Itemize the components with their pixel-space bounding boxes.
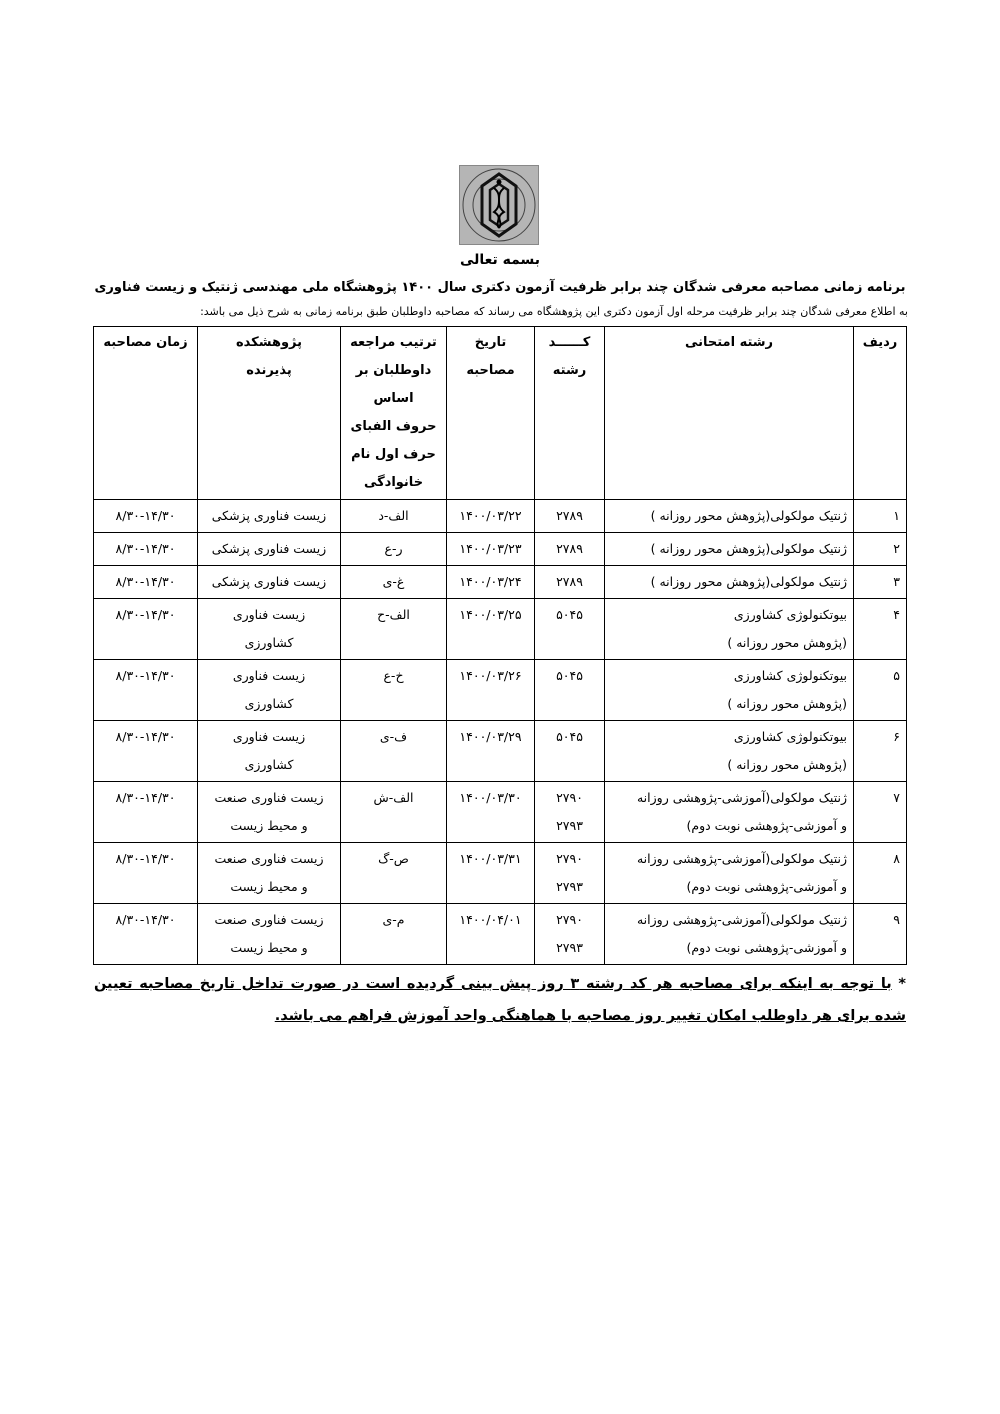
cell-date: ۱۴۰۰/۰۳/۳۰ (447, 782, 535, 843)
cell-row-no: ۹ (854, 904, 907, 965)
cell-code: ۲۷۹۰ ۲۷۹۳ (535, 782, 605, 843)
bismillah-heading: بسمه تعالی (459, 252, 541, 268)
cell-field: ژنتیک مولکولی(پژوهش محور روزانه ) (605, 500, 854, 533)
cell-row-no: ۸ (854, 843, 907, 904)
cell-institute: زیست فناوری کشاورزی (198, 660, 341, 721)
header-field: رشته امتحانی (605, 327, 854, 500)
cell-order: ر-ع (341, 533, 447, 566)
footnote-star: * (898, 976, 906, 992)
cell-institute: زیست فناوری صنعت و محیط زیست (198, 904, 341, 965)
institute-logo (459, 165, 539, 245)
cell-date: ۱۴۰۰/۰۳/۳۱ (447, 843, 535, 904)
cell-date: ۱۴۰۰/۰۳/۲۹ (447, 721, 535, 782)
table-header-row (94, 327, 907, 500)
cell-field: ژنتیک مولکولی(آموزشی-پژوهشی روزانه و آموزشی-پژوهشی نوبت دوم) (605, 843, 854, 904)
table-row (94, 660, 907, 721)
cell-order: الف-ش (341, 782, 447, 843)
header-code: کــــــد رشته (535, 327, 605, 500)
cell-field: بیوتکنولوژی کشاورزی (پژوهش محور روزانه ) (605, 660, 854, 721)
cell-time: ۸/۳۰-۱۴/۳۰ (94, 533, 198, 566)
table-row (94, 533, 907, 566)
table-row (94, 721, 907, 782)
header-time: زمان مصاحبه (94, 327, 198, 500)
cell-field: بیوتکنولوژی کشاورزی (پژوهش محور روزانه ) (605, 599, 854, 660)
cell-row-no: ۱ (854, 500, 907, 533)
cell-row-no: ۳ (854, 566, 907, 599)
cell-row-no: ۷ (854, 782, 907, 843)
interview-schedule-table (93, 326, 907, 965)
cell-code: ۵۰۴۵ (535, 660, 605, 721)
table-row (94, 566, 907, 599)
cell-institute: زیست فناوری پزشکی (198, 566, 341, 599)
cell-order: ف-ی (341, 721, 447, 782)
cell-time: ۸/۳۰-۱۴/۳۰ (94, 660, 198, 721)
cell-order: غ-ی (341, 566, 447, 599)
header-institute: پژوهشکده پذیرنده (198, 327, 341, 500)
cell-institute: زیست فناوری کشاورزی (198, 599, 341, 660)
cell-institute: زیست فناوری صنعت و محیط زیست (198, 782, 341, 843)
table-row (94, 904, 907, 965)
cell-time: ۸/۳۰-۱۴/۳۰ (94, 599, 198, 660)
cell-time: ۸/۳۰-۱۴/۳۰ (94, 500, 198, 533)
cell-time: ۸/۳۰-۱۴/۳۰ (94, 566, 198, 599)
cell-institute: زیست فناوری پزشکی (198, 500, 341, 533)
intro-text: به اطلاع معرفی شدگان چند برابر ظرفیت مرحله اول آزمون دکتری این پژوهشگاه می رساند که مصاحبه داوطلبان طبق برنامه زمانی به شرح ذیل می باشد: (200, 305, 908, 318)
cell-field: ژنتیک مولکولی(پژوهش محور روزانه ) (605, 566, 854, 599)
table-row (94, 782, 907, 843)
cell-order: خ-ع (341, 660, 447, 721)
cell-institute: زیست فناوری پزشکی (198, 533, 341, 566)
cell-row-no: ۶ (854, 721, 907, 782)
cell-time: ۸/۳۰-۱۴/۳۰ (94, 782, 198, 843)
cell-order: م-ی (341, 904, 447, 965)
cell-institute: زیست فناوری صنعت و محیط زیست (198, 843, 341, 904)
footnote-text: با توجه به اینکه برای مصاحبه هر کد رشته ۳ روز پیش بینی گردیده است در صورت تداخل تاریخ مصاحبه تعیین شده برای هر داوطلب امکان تغییر روز مصاحبه با هماهنگی واحد آموزش فراهم می باشد. (94, 976, 906, 1024)
cell-field: بیوتکنولوژی کشاورزی (پژوهش محور روزانه ) (605, 721, 854, 782)
cell-date: ۱۴۰۰/۰۳/۲۳ (447, 533, 535, 566)
cell-order: الف-د (341, 500, 447, 533)
page-title: برنامه زمانی مصاحبه معرفی شدگان چند برابر ظرفیت آزمون دکتری سال ۱۴۰۰ پژوهشگاه ملی مهندسی ژنتیک و زیست فناوری (94, 280, 906, 295)
cell-time: ۸/۳۰-۱۴/۳۰ (94, 843, 198, 904)
table-row (94, 500, 907, 533)
cell-date: ۱۴۰۰/۰۴/۰۱ (447, 904, 535, 965)
cell-row-no: ۴ (854, 599, 907, 660)
cell-time: ۸/۳۰-۱۴/۳۰ (94, 721, 198, 782)
cell-field: ژنتیک مولکولی(آموزشی-پژوهشی روزانه و آموزشی-پژوهشی نوبت دوم) (605, 904, 854, 965)
header-order: ترتیب مراجعه داوطلبان بر اساس حروف الفبای حرف اول نام خانوادگی (341, 327, 447, 500)
cell-code: ۲۷۹۰ ۲۷۹۳ (535, 904, 605, 965)
cell-date: ۱۴۰۰/۰۳/۲۵ (447, 599, 535, 660)
footnote (94, 968, 906, 1032)
cell-field: ژنتیک مولکولی(آموزشی-پژوهشی روزانه و آموزشی-پژوهشی نوبت دوم) (605, 782, 854, 843)
cell-date: ۱۴۰۰/۰۳/۲۶ (447, 660, 535, 721)
cell-order: الف-ح (341, 599, 447, 660)
cell-code: ۲۷۹۰ ۲۷۹۳ (535, 843, 605, 904)
table-row (94, 599, 907, 660)
cell-code: ۲۷۸۹ (535, 533, 605, 566)
header-date: تاریخ مصاحبه (447, 327, 535, 500)
cell-field: ژنتیک مولکولی(پژوهش محور روزانه ) (605, 533, 854, 566)
cell-row-no: ۵ (854, 660, 907, 721)
cell-time: ۸/۳۰-۱۴/۳۰ (94, 904, 198, 965)
cell-code: ۲۷۸۹ (535, 566, 605, 599)
table-row (94, 843, 907, 904)
cell-row-no: ۲ (854, 533, 907, 566)
header-row-no: ردیف (854, 327, 907, 500)
cell-date: ۱۴۰۰/۰۳/۲۴ (447, 566, 535, 599)
dna-logo-icon (460, 166, 538, 244)
cell-institute: زیست فناوری کشاورزی (198, 721, 341, 782)
cell-code: ۲۷۸۹ (535, 500, 605, 533)
cell-date: ۱۴۰۰/۰۳/۲۲ (447, 500, 535, 533)
cell-order: ص-گ (341, 843, 447, 904)
cell-code: ۵۰۴۵ (535, 599, 605, 660)
cell-code: ۵۰۴۵ (535, 721, 605, 782)
